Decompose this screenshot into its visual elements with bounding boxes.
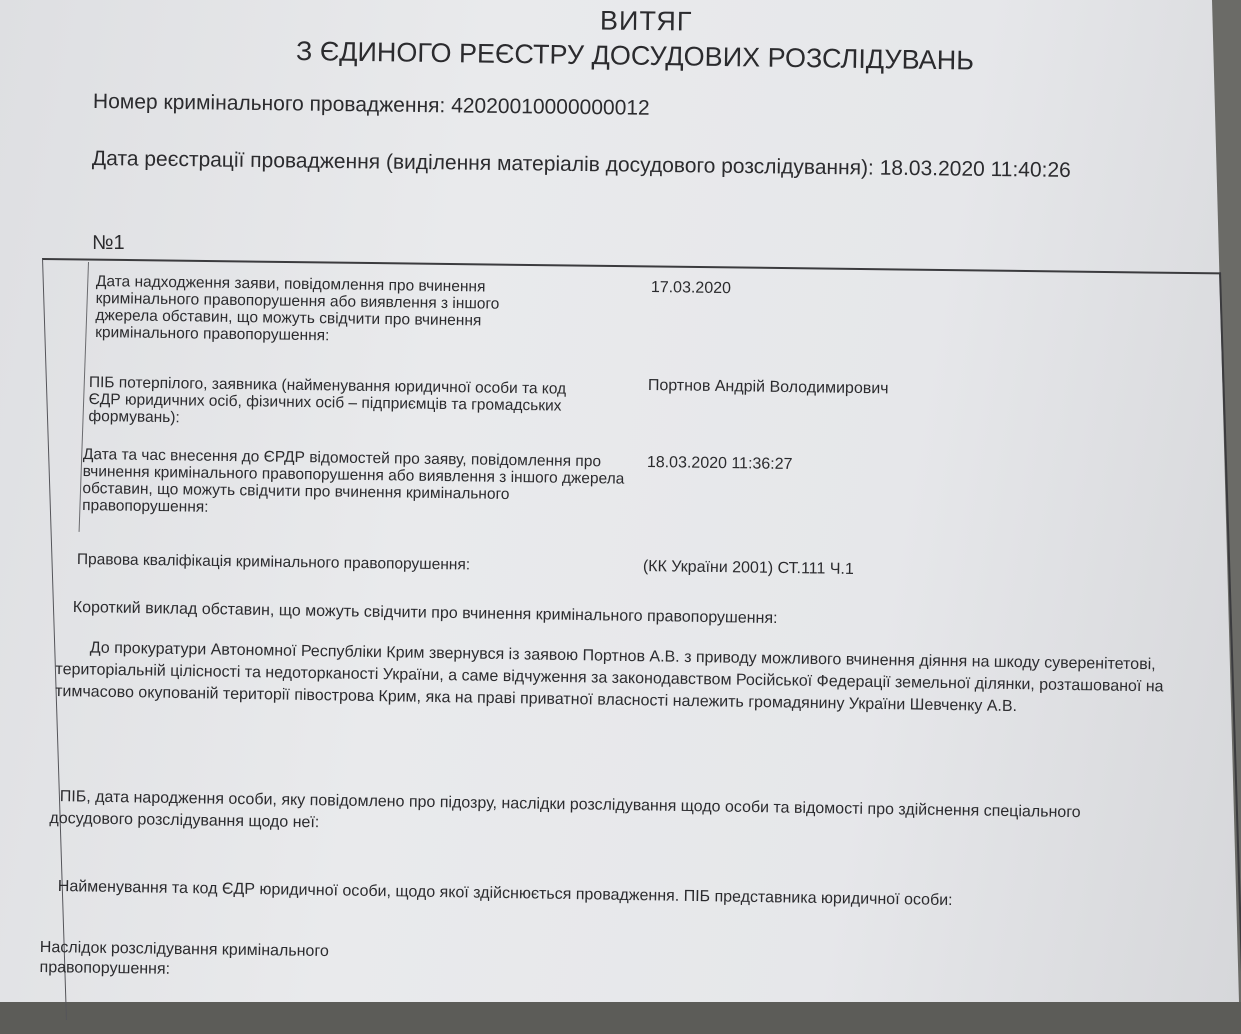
summary-body: До прокуратури Автономної Республіки Крим звернувся із заявою Портнов А.В. з приводу можливого вчинення діяння на шкоду суверенітетові, територіальній цілісності та недоторканості України, а саме відчуження за законодавством Російської Федерації земельної ділянки, розташованої на тимчасово окупованій території півострова Крим, яка на праві приватної власності належить громадянину України Шевченку А.В. bbox=[55, 640, 1164, 716]
criminal-case-number: Номер кримінального провадження: 42020010000000012 bbox=[93, 90, 650, 121]
field-value-victim: Портнов Андрій Володимирович bbox=[648, 377, 889, 398]
document-subtitle: З ЄДИНОГО РЕЄСТРУ ДОСУДОВИХ РОЗСЛІДУВАНЬ bbox=[296, 36, 974, 76]
field-value-receipt-date: 17.03.2020 bbox=[651, 279, 731, 298]
field-label-receipt-date: Дата надходження заяви, повідомлення про вчинення кримінального правопорушення або виявлення з іншого джерела обставин, що можуть свідчити про вчинення кримінального правопорушення: bbox=[95, 273, 566, 348]
summary-heading: Короткий виклад обставин, що можуть свідчити про вчинення кримінального правопорушення: bbox=[73, 597, 973, 633]
field-label-legal-qualification: Правова кваліфікація кримінального правопорушення: bbox=[77, 551, 597, 575]
field-label-victim: ПІБ потерпілого, заявника (найменування юридичної особи та код ЄДР юридичних осіб, фізичних осіб – підприємців та громадських формувань): bbox=[88, 374, 599, 432]
document-title: ВИТЯГ bbox=[600, 6, 693, 38]
registration-date: Дата реєстрації провадження (виділення матеріалів досудового розслідування): 18.03.2020 11:40:26 bbox=[92, 147, 1122, 184]
suspect-heading-text: ПІБ, дата народження особи, яку повідомлено про підозру, наслідки розслідування щодо особи та відомості про здійснення спеціального досудового розслідування щодо неї: bbox=[49, 788, 1080, 831]
investigation-result-label: Наслідок розслідування кримінального правопорушення: bbox=[39, 938, 400, 983]
legal-entity-heading: Найменування та код ЄДР юридичної особи, щодо якої здійснюється провадження. ПІБ представника юридичної особи: bbox=[58, 876, 1168, 915]
entry-number: №1 bbox=[92, 232, 125, 255]
summary-indent bbox=[56, 652, 90, 653]
field-value-entry-datetime: 18.03.2020 11:36:27 bbox=[647, 454, 793, 474]
field-value-legal-qualification: (КК України 2001) СТ.111 Ч.1 bbox=[643, 558, 854, 579]
field-label-entry-datetime: Дата та час внесення до ЄРДР відомостей про заяву, повідомлення про вчинення кримінального правопорушення або виявлення з іншого джерела обставин, що можуть свідчити про вчинення кримінального правопорушення: bbox=[82, 446, 638, 522]
